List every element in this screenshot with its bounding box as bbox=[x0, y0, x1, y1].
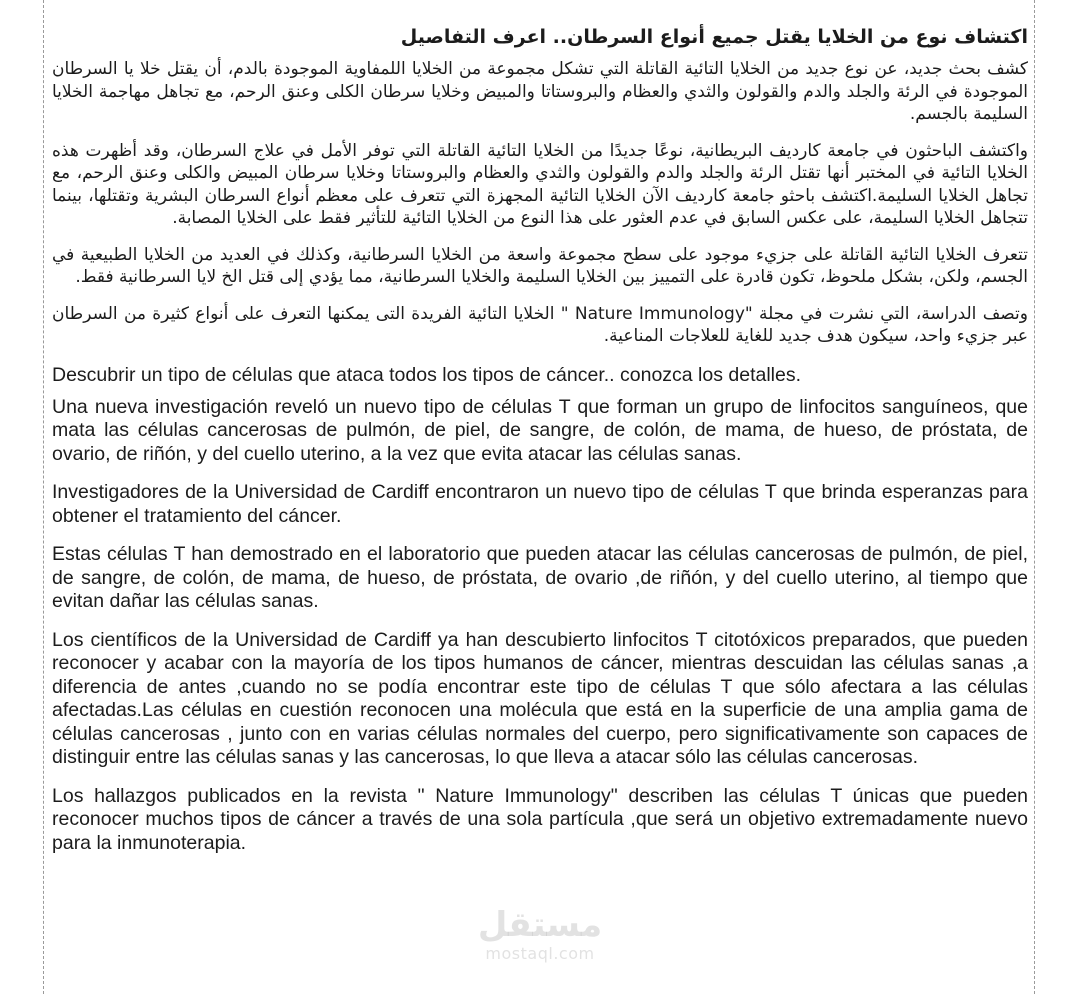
arabic-paragraph-2: واكتشف الباحثون في جامعة كارديف البريطانية، نوعًا جديدًا من الخلايا التائية القاتلة التي توفر الأمل في علاج السرطان، وقد أظهرت هذه الخلايا التائية في المختبر أنها تقتل الرئة والجلد والدم والقولون والثدي والعظام والبروستاتا وخلايا سرطان المبيض والكلى وعنق الرحم، مع تجاهل الخلايا السليمة.اكتشف باحثو جامعة كارديف الآن الخلايا التائية المجهزة التي تتعرف على معظم أنواع السرطان البشرية وتقتلها، بينما تتجاهل الخلايا السليمة، على عكس السابق في عدم العثور على هذا النوع من الخلايا التائية للتأثير فقط على الخلايا المصابة. bbox=[52, 140, 1028, 228]
watermark-latin-text: mostaql.com bbox=[485, 944, 595, 963]
spanish-paragraph-2: Investigadores de la Universidad de Cardiff encontraron un nuevo tipo de células T que brinda esperanzas para obtener el tratamiento del cáncer. bbox=[52, 481, 1028, 527]
arabic-paragraph-1: كشف بحث جديد، عن نوع جديد من الخلايا التائية القاتلة التي تشكل مجموعة من الخلايا اللمفاوية الموجودة بالدم، أن يقتل خلا يا السرطان الموجودة في الرئة والجلد والدم والقولون والثدي والعظام والبروستاتا والمبيض وخلايا سرطان الكلى وعنق الرحم، مع تجاهل مهاجمة الخلايا السليمة بالجسم. bbox=[52, 59, 1028, 124]
spanish-paragraph-1: Una nueva investigación reveló un nuevo tipo de células T que forman un grupo de linfocitos sanguíneos, que mata las células cancerosas de pulmón, de piel, de sangre, de colón, de mama, de hueso, de próstata, de ovario, de riñón, y del cuello uterino, a la vez que evita atacar las células sanas. bbox=[52, 395, 1028, 465]
watermark-arabic-text: مستقل bbox=[477, 905, 603, 945]
arabic-paragraph-4: وتصف الدراسة، التي نشرت في مجلة "Nature Immunology " الخلايا التائية الفريدة التى يمكنها التعرف على أنواع كثيرة من السرطان عبر جزيء واحد، سيكون هدف جديد للغاية للعلاجات المناعية. bbox=[52, 303, 1028, 346]
arabic-paragraph-3: تتعرف الخلايا التائية القاتلة على جزيء موجود على سطح مجموعة واسعة من الخلايا السرطانية، وكذلك في العديد من الخلايا الطبيعية في الجسم، ولكن، بشكل ملحوظ، تكون قادرة على التمييز بين الخلايا السليمة والخلايا السرطانية، مما يؤدي إلى قتل الخ لايا السرطانية فقط. bbox=[52, 244, 1028, 287]
spanish-title: Descubrir un tipo de células que ataca todos los tipos de cáncer.. conozca los detalles. bbox=[52, 363, 802, 386]
arabic-title: اكتشاف نوع من الخلايا يقتل جميع أنواع السرطان.. اعرف التفاصيل bbox=[400, 26, 1028, 48]
document-page bbox=[43, 0, 1035, 994]
spanish-paragraph-5: Los hallazgos publicados en la revista " Nature Immunology" describen las células T únicas que pueden reconocer muchos tipos de cáncer a través de una sola partícula ,que será un objetivo extremadamente nuevo para la inmunoterapia. bbox=[52, 784, 1028, 854]
document-content bbox=[52, 22, 1028, 870]
spanish-paragraph-3: Estas células T han demostrado en el laboratorio que pueden atacar las células cancerosas de pulmón, de piel, de sangre, de colón, de mama, de hueso, de próstata, de ovario ,de riñón, y del cuello uterino, al tiempo que evitan dañar las células sanas. bbox=[52, 543, 1028, 612]
spanish-paragraph-4: Los científicos de la Universidad de Cardiff ya han descubierto linfocitos T citotóxicos preparados, que pueden reconocer y acabar con la mayoría de los tipos humanos de cáncer, mientras descuidan las células sanas ,a diferencia de antes ,cuando no se podía encontrar este tipo de células T que sólo afectara a las células afectadas.Las células en cuestión reconocen una molécula que está en la superficie de una amplia gama de células cancerosas , junto con en varias células normales del cuerpo, pero significativamente son capaces de distinguir entre las células sanas y las cancerosas, lo que lleva a atacar sólo las células cancerosas. bbox=[52, 628, 1028, 768]
